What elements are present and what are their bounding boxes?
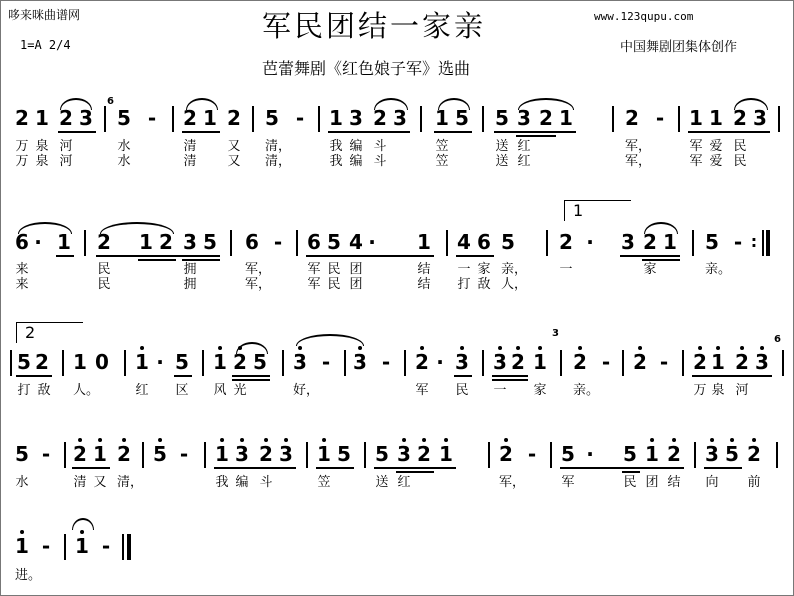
composer-credit: 中国舞剧团集体创作 [620,40,738,55]
barline [344,350,346,376]
note: 2 [373,106,387,130]
note: 2 [643,230,657,254]
note: 5 [623,442,637,466]
note: 1 [203,106,217,130]
dot: · [586,230,594,254]
barline [762,230,764,256]
lyric: 笠 [435,154,449,169]
lyric: 清 [183,154,197,169]
lyric: 亲。 [572,383,600,398]
note: - [527,442,537,466]
note: 2 [667,440,681,468]
lyric: 红 [135,383,149,398]
lyric: 爱 [709,154,723,169]
lyric: 红 [517,139,531,154]
note: 2 [227,106,241,130]
lyric: 笠 [317,475,331,490]
underline [328,131,410,133]
lyric: 进。 [14,568,42,583]
lyric: 斗 [373,139,387,154]
barline [122,534,124,560]
note: 2 [159,230,173,254]
lyric: 一 [457,262,471,277]
note: 3 [349,106,363,130]
lyric: 斗 [373,154,387,169]
barline [692,230,694,256]
score-line-5 [0,532,794,560]
lyric: 家 [477,262,491,277]
lyric: 斗 [259,475,273,490]
note: 1 [435,106,449,130]
lyric: 我 [215,475,229,490]
lyric: 编 [349,139,363,154]
barline [142,442,144,468]
underline [16,375,52,377]
lyric: 亲。 [704,262,732,277]
barline [84,230,86,256]
lyric: 清， [264,139,292,154]
note: 2 [73,440,87,468]
underline [620,255,680,257]
note: 5 [375,442,389,466]
underline [306,255,434,257]
note: - [381,350,391,374]
note: 3 [353,348,367,376]
note: 2 [735,348,749,376]
lyric: 军 [561,475,575,490]
note: 2 [15,106,29,130]
underline [456,255,494,257]
final-barline [127,534,131,560]
note: 5 [327,230,341,254]
lyric: 一 [559,262,573,277]
lyric: 家 [533,383,547,398]
lyric: 泉 [35,154,49,169]
lyric: 向 [705,475,719,490]
underline [396,471,434,473]
lyric: 编 [349,154,363,169]
repeat-dots: : [750,232,758,251]
note: 3 [753,106,767,130]
barline [678,106,680,132]
underline [138,259,176,261]
barline [420,106,422,132]
dot: · [34,230,42,254]
lyric: 河 [735,383,749,398]
underline [182,259,220,261]
lyric: 拥 [183,277,197,292]
underline [642,259,680,261]
note: 5 [15,442,29,466]
lyric: 风 [213,383,227,398]
note: 2 [117,440,131,468]
lyric: 又 [227,154,241,169]
note: 2 [233,348,247,376]
note: 5 [117,106,131,130]
lyric: 一 [493,383,507,398]
underline [494,131,576,133]
lyric: 清， [264,154,292,169]
note: - [41,534,51,558]
note: 1 [417,230,431,254]
note: 6 [245,230,259,254]
underline [182,131,220,133]
site-name: 哆来咪曲谱网 [8,8,81,22]
barline [612,106,614,132]
note: - [179,442,189,466]
underline [516,135,556,137]
note: 5 [253,350,267,374]
dot: · [436,350,444,374]
note: - [601,350,611,374]
site-url: www.123qupu.com [594,10,694,23]
underline [492,375,528,377]
note: 2 [415,348,429,376]
barline [488,442,490,468]
lyric: 来 [15,262,29,277]
underline [560,467,684,469]
note: 5 [153,440,167,468]
barline [694,442,696,468]
barline [282,350,284,376]
lyric: 打 [457,277,471,292]
lyric: 军 [307,262,321,277]
note: 5 [705,230,719,254]
barline [62,350,64,376]
note: 1 [57,230,71,254]
lyric: 清 [183,139,197,154]
volta-2 [16,322,83,343]
barline [318,106,320,132]
lyric: 民 [327,262,341,277]
note: 1 [663,230,677,254]
note: 1 [35,106,49,130]
barline [204,442,206,468]
note: 1 [439,440,453,468]
note: - [147,106,157,130]
note: 3 [235,440,249,468]
lyric: 军， [244,277,272,292]
note: 2 [539,106,553,130]
lyric: 军 [689,139,703,154]
lyric: 泉 [35,139,49,154]
lyric: 亲， [500,262,528,277]
note: 6 [15,230,29,254]
note: 3 [621,230,635,254]
lyric: 河 [59,139,73,154]
note: 2 [35,350,49,374]
underline [622,471,640,473]
note: 0 [95,350,109,374]
score-line-4 [0,440,794,468]
volta-1 [564,200,631,221]
note: 5 [561,442,575,466]
lyric: 团 [349,262,363,277]
note: 1 [93,440,107,468]
lyric: 又 [227,139,241,154]
dot: · [156,350,164,374]
volta-2-label: 2 [25,323,36,342]
underline [704,467,742,469]
lyric: 红 [397,475,411,490]
underline [692,375,772,377]
underline [232,375,270,377]
lyric: 万 [15,139,29,154]
note: 2 [417,440,431,468]
barline [446,230,448,256]
lyric: 送 [375,475,389,490]
lyric: 又 [93,475,107,490]
note: 2 [573,348,587,376]
lyric: 拥 [183,262,197,277]
barline [546,230,548,256]
underline [492,379,528,381]
barline [296,230,298,256]
lyric: 家 [643,262,657,277]
note: 1 [533,348,547,376]
note: 1 [711,348,725,376]
barline [64,442,66,468]
barline [482,106,484,132]
note: 3 [393,106,407,130]
barline [306,442,308,468]
key-signature: 1=A 2/4 [20,38,71,52]
note: 4 [349,230,363,254]
note: 6 [477,230,491,254]
lyric: 军 [415,383,429,398]
score-line-1 [0,96,794,132]
lyric: 民 [733,154,747,169]
underline [316,467,354,469]
barline [64,534,66,560]
note: 1 [75,532,89,560]
underline [688,131,770,133]
lyric: 送 [495,154,509,169]
lyric: 万 [693,383,707,398]
note: 2 [183,106,197,130]
lyric: 军 [689,154,703,169]
song-title: 军民团结一家亲 [262,9,487,43]
lyric: 民 [733,139,747,154]
lyric: 我 [329,154,343,169]
barline [252,106,254,132]
lyric: 军 [307,277,321,292]
underline [374,467,456,469]
lyric: 敌 [477,277,491,292]
note: 2 [693,348,707,376]
note: 1 [73,350,87,374]
note: 1 [559,106,573,130]
barline [124,350,126,376]
lyric: 爱 [709,139,723,154]
underline [96,255,220,257]
barline [364,442,366,468]
lyric: 红 [517,154,531,169]
note: 3 [397,440,411,468]
note: 5 [17,350,31,374]
lyric: 人。 [72,383,100,398]
lyric: 打 [17,383,31,398]
note: 1 [329,106,343,130]
lyric: 万 [15,154,29,169]
lyric: 团 [645,475,659,490]
underline [72,467,110,469]
note: 2 [511,348,525,376]
barline [550,442,552,468]
dot: · [368,230,376,254]
lyric: 民 [97,277,111,292]
note: - [41,442,51,466]
note: 3 [293,348,307,376]
lyric: 前 [747,475,761,490]
lyric: 人， [500,277,528,292]
note: 5 [495,106,509,130]
underline [174,375,192,377]
barline [104,106,106,132]
lyric: 军， [498,475,526,490]
lyric: 送 [495,139,509,154]
lyric: 团 [349,277,363,292]
barline [782,350,784,376]
lyric: 泉 [711,383,725,398]
note: 5 [337,442,351,466]
barline [172,106,174,132]
lyric: 民 [97,262,111,277]
note: 1 [215,440,229,468]
note: 2 [259,440,273,468]
lyric: 编 [235,475,249,490]
note: 3 [455,348,469,376]
underline [214,467,296,469]
dot: · [586,442,594,466]
repeat-end-barline [766,230,770,256]
note: - [659,350,669,374]
note: 4 [457,230,471,254]
barline [482,350,484,376]
grace-note: 6 [774,334,781,345]
note: 2 [559,230,573,254]
note: 5 [455,106,469,130]
note: 1 [139,230,153,254]
barline [622,350,624,376]
lyric: 光 [233,383,247,398]
barline [682,350,684,376]
underline [56,255,74,257]
note: 3 [493,348,507,376]
note: - [655,106,665,130]
note: 1 [213,348,227,376]
lyric: 清， [116,475,144,490]
lyric: 笠 [435,139,449,154]
grace-note: 6 [107,96,114,107]
note: 2 [59,106,73,130]
lyric: 敌 [37,383,51,398]
barline [230,230,232,256]
lyric: 军， [624,139,652,154]
note: 5 [175,350,189,374]
note: - [101,534,111,558]
grace-note: 3 [552,328,559,339]
lyric: 河 [59,154,73,169]
note: - [733,230,743,254]
barline [10,350,12,376]
barline [776,442,778,468]
note: 3 [183,230,197,254]
lyric: 民 [455,383,469,398]
note: 6 [307,230,321,254]
lyric: 区 [175,383,189,398]
note: 1 [709,106,723,130]
score-line-2 [0,228,794,256]
underline [58,131,96,133]
barline [778,106,780,132]
note: 1 [135,348,149,376]
note: - [273,230,283,254]
lyric: 民 [327,277,341,292]
lyric: 好， [292,383,320,398]
note: 1 [317,440,331,468]
barline [202,350,204,376]
underline [434,131,472,133]
volta-1-label: 1 [573,201,584,220]
note: 5 [265,106,279,130]
lyric: 结 [667,475,681,490]
lyric: 军， [244,262,272,277]
lyric: 来 [15,277,29,292]
note: 1 [645,440,659,468]
note: 3 [755,348,769,376]
lyric: 我 [329,139,343,154]
score-line-3 [0,328,794,376]
lyric: 结 [417,262,431,277]
note: 2 [625,106,639,130]
note: 5 [203,230,217,254]
note: 2 [733,106,747,130]
barline [404,350,406,376]
song-subtitle: 芭蕾舞剧《红色娘子军》选曲 [262,59,471,78]
note: 3 [705,440,719,468]
note: 3 [517,106,531,130]
lyric: 军， [624,154,652,169]
underline [232,379,270,381]
note: 3 [279,440,293,468]
note: 2 [499,440,513,468]
underline [454,375,472,377]
note: 2 [97,230,111,254]
note: 5 [501,230,515,254]
lyric: 水 [117,154,131,169]
note: 5 [725,440,739,468]
lyric: 民 [623,475,637,490]
note: 3 [79,106,93,130]
note: 2 [747,440,761,468]
note: 1 [689,106,703,130]
barline [560,350,562,376]
note: - [321,350,331,374]
lyric: 水 [15,475,29,490]
note: - [295,106,305,130]
lyric: 水 [117,139,131,154]
lyric: 结 [417,277,431,292]
note: 2 [633,348,647,376]
note: 1 [15,532,29,560]
lyric: 清 [73,475,87,490]
